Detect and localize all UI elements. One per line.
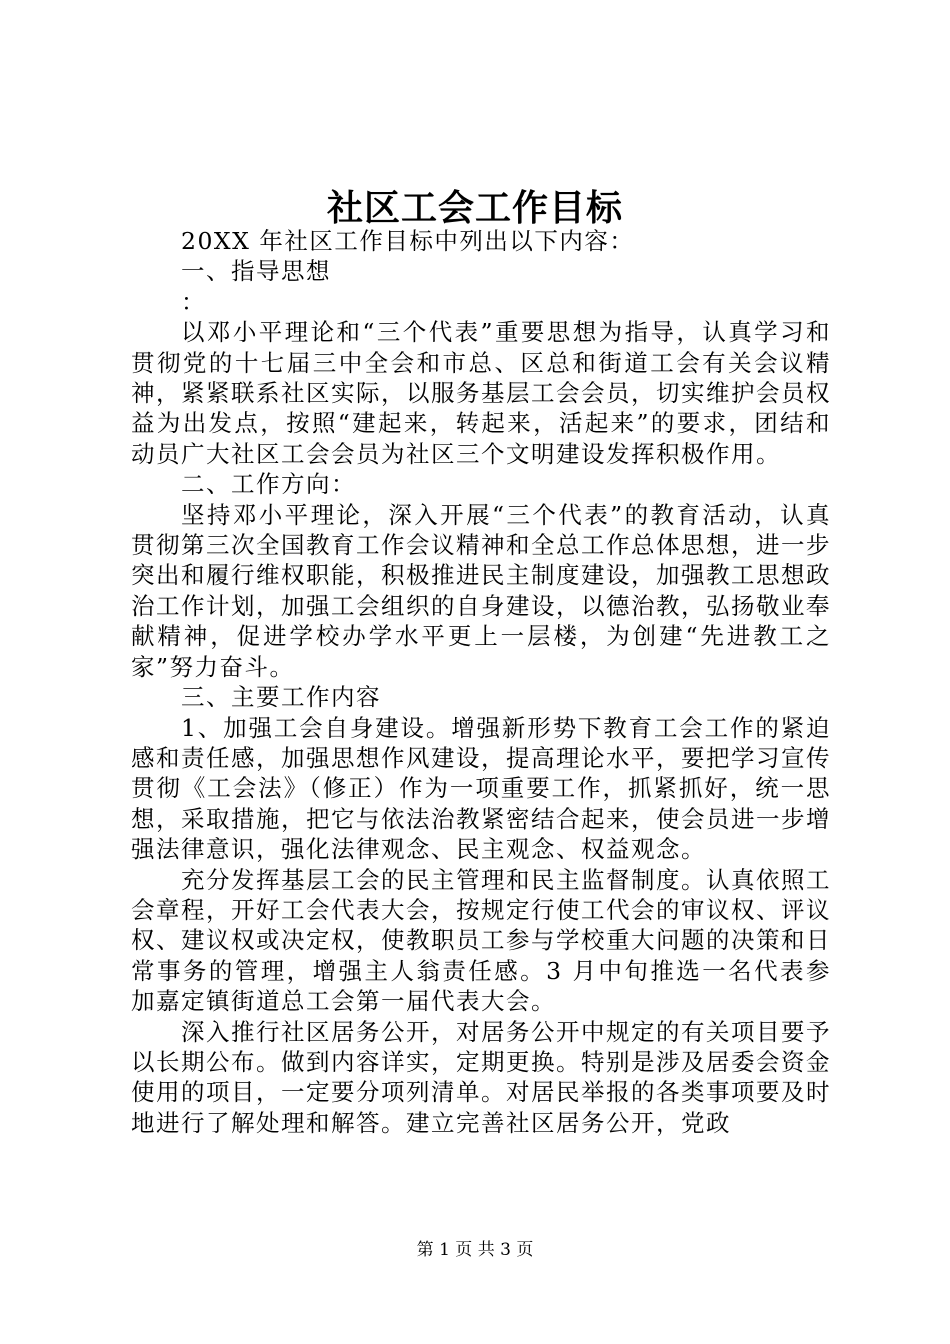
section-heading-work-direction: 二、工作方向：: [181, 470, 356, 499]
intro-paragraph: 20XX 年社区工作目标中列出以下内容：: [181, 227, 635, 255]
democratic-management-paragraph: 充分发挥基层工会的民主管理和民主监督制度。认真依照工会章程，开好工会代表大会，按规定行使工代会的审议权、评议权、建议权或决定权，使教职员工参与学校重大问题的决策和日常事务的管理，增强主人翁责任感。3 月中旬推选一名代表参加嘉定镇街道总工会第一届代表大会。: [131, 865, 831, 1016]
colon-line: ：: [181, 287, 206, 316]
document-title: 社区工会工作目标: [326, 187, 623, 229]
section-heading-guiding-thought: 一、指导思想: [181, 257, 331, 286]
main-content-item-1: 1、加强工会自身建设。增强新形势下教育工会工作的紧迫感和责任感，加强思想作风建设，提高理论水平，要把学习宣传贯彻《工会法》（修正）作为一项重要工作，抓紧抓好，统一思想，采取措施，把它与依法治教紧密结合起来，使会员进一步增强法律意识，强化法律观念、民主观念、权益观念。: [131, 713, 831, 864]
document-body: [131, 226, 831, 1138]
affairs-disclosure-paragraph: 深入推行社区居务公开，对居务公开中规定的有关项目要予以长期公布。做到内容详实，定期更换。特别是涉及居委会资金使用的项目，一定要分项列清单。对居民举报的各类事项要及时地进行了解处理和解答。建立完善社区居务公开，党政: [131, 1017, 831, 1137]
guiding-thought-paragraph: 以邓小平理论和“三个代表”重要思想为指导，认真学习和贯彻党的十七届三中全会和市总、区总和街道工会有关会议精神，紧紧联系社区实际，以服务基层工会会员，切实维护会员权益为出发点，按照“建起来，转起来，活起来”的要求，团结和动员广大社区工会会员为社区三个文明建设发挥积极作用。: [131, 318, 831, 468]
section-heading-main-content: 三、主要工作内容: [181, 683, 381, 712]
page-number-footer: 第 1 页 共 3 页: [416, 1240, 534, 1260]
work-direction-paragraph: 坚持邓小平理论，深入开展“三个代表”的教育活动，认真贯彻第三次全国教育工作会议精神和全总工作总体思想，进一步突出和履行维权职能，积极推进民主制度建设，加强教工思想政治工作计划，加强工会组织的自身建设，以德治教，弘扬敬业奉献精神，促进学校办学水平更上一层楼，为创建“先进教工之家”努力奋斗。: [131, 500, 831, 681]
